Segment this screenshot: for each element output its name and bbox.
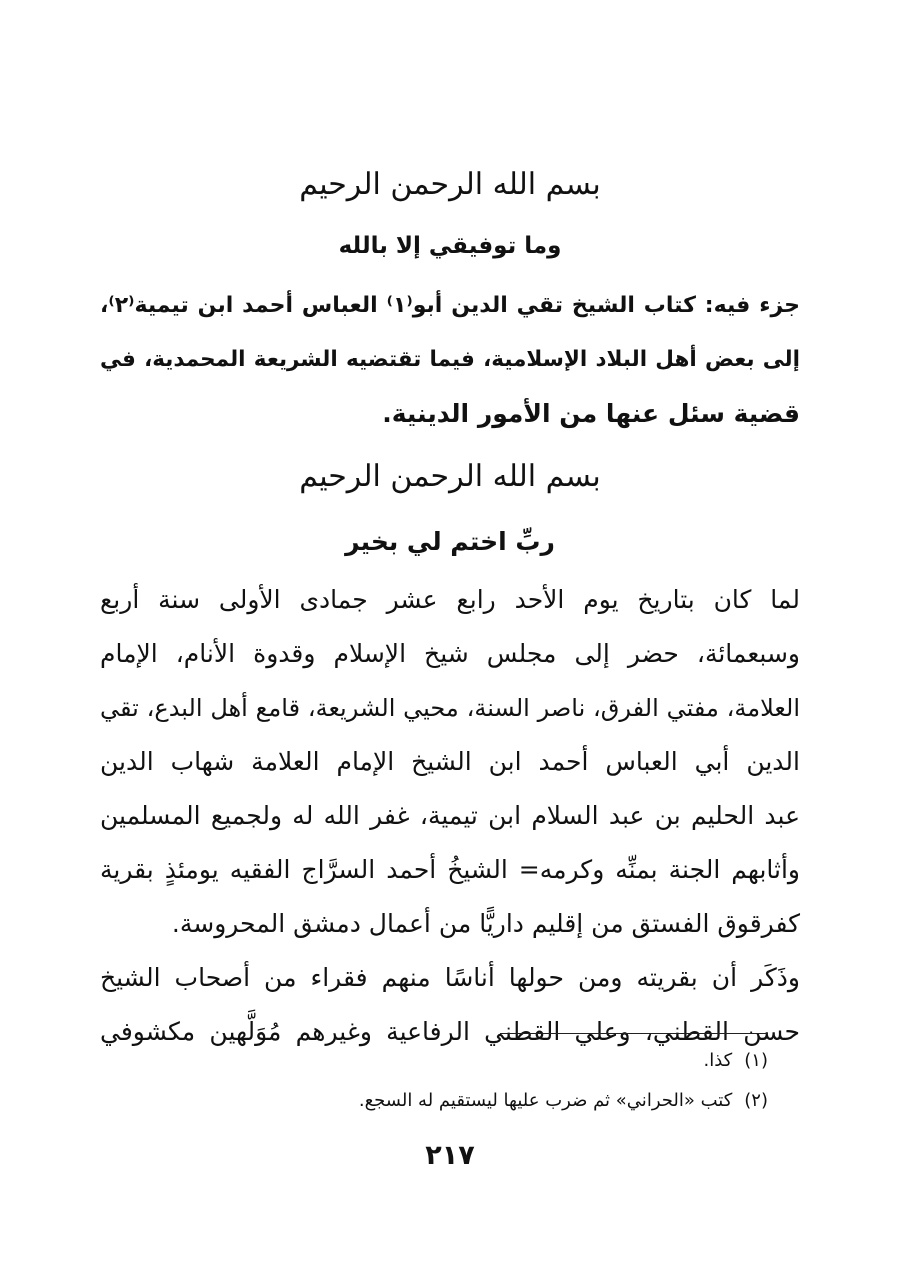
body-line-8: وذَكَر أن بقريته ومن حولها أناسًا منهم فقراء من أصحاب الشيخ: [100, 963, 800, 992]
footnote-1: [100, 1046, 768, 1076]
body-line-4: الدين أبي العباس أحمد ابن الشيخ الإمام العلامة شهاب الدين: [100, 747, 800, 776]
footnote-separator: [500, 1033, 768, 1034]
body-line-6: وأثابهم الجنة بمنِّه وكرمه= الشيخُ أحمد السرَّاج الفقيه يومئذٍ بقرية: [100, 855, 800, 884]
dua-line: ربِّ اختم لي بخير: [345, 527, 555, 556]
page-number: ٢١٧: [425, 1140, 475, 1171]
tawfiq-line: وما توفيقي إلا بالله: [338, 233, 562, 259]
body-line-9: حسن القطني، وعلي القطني الرفاعية وغيرهم مُوَلَّهين مكشوفي: [100, 1017, 800, 1046]
heading-line-3: قضية سئل عنها من الأمور الدينية.: [382, 399, 800, 428]
heading-block: [100, 279, 800, 441]
body-line-7: كفرقوق الفستق من إقليم داريًّا من أعمال دمشق المحروسة.: [171, 909, 800, 938]
footnote-1-number: (١): [744, 1050, 768, 1071]
body-line-2: وسبعمائة، حضر إلى مجلس شيخ الإسلام وقدوة الأنام، الإمام: [100, 639, 800, 668]
body-line-1: لما كان بتاريخ يوم الأحد رابع عشر جمادى الأولى سنة أربع: [100, 585, 800, 614]
footnote-2: [100, 1086, 768, 1116]
basmala-ornament-top: بسم الله الرحمن الرحيم: [299, 167, 601, 202]
body-line-5: عبد الحليم بن عبد السلام ابن تيمية، غفر الله له ولجميع المسلمين: [100, 801, 800, 830]
basmala-ornament-second: بسم الله الرحمن الرحيم: [299, 459, 601, 494]
footnote-2-text: كتب «الحراني» ثم ضرب عليها ليستقيم له السجع.: [358, 1090, 733, 1111]
heading-line-1: جزء فيه: كتاب الشيخ تقي الدين أبو⁽١⁾ العباس أحمد ابن تيمية⁽٢⁾،: [100, 293, 800, 318]
body-line-3: العلامة، مفتي الفرق، ناصر السنة، محيي الشريعة، قامع أهل البدع، تقي: [100, 694, 800, 722]
footnote-2-number: (٢): [744, 1090, 768, 1111]
footnote-1-text: كذا.: [703, 1050, 733, 1071]
heading-line-2: إلى بعض أهل البلاد الإسلامية، فيما تقتضيه الشريعة المحمدية، في: [100, 347, 800, 372]
